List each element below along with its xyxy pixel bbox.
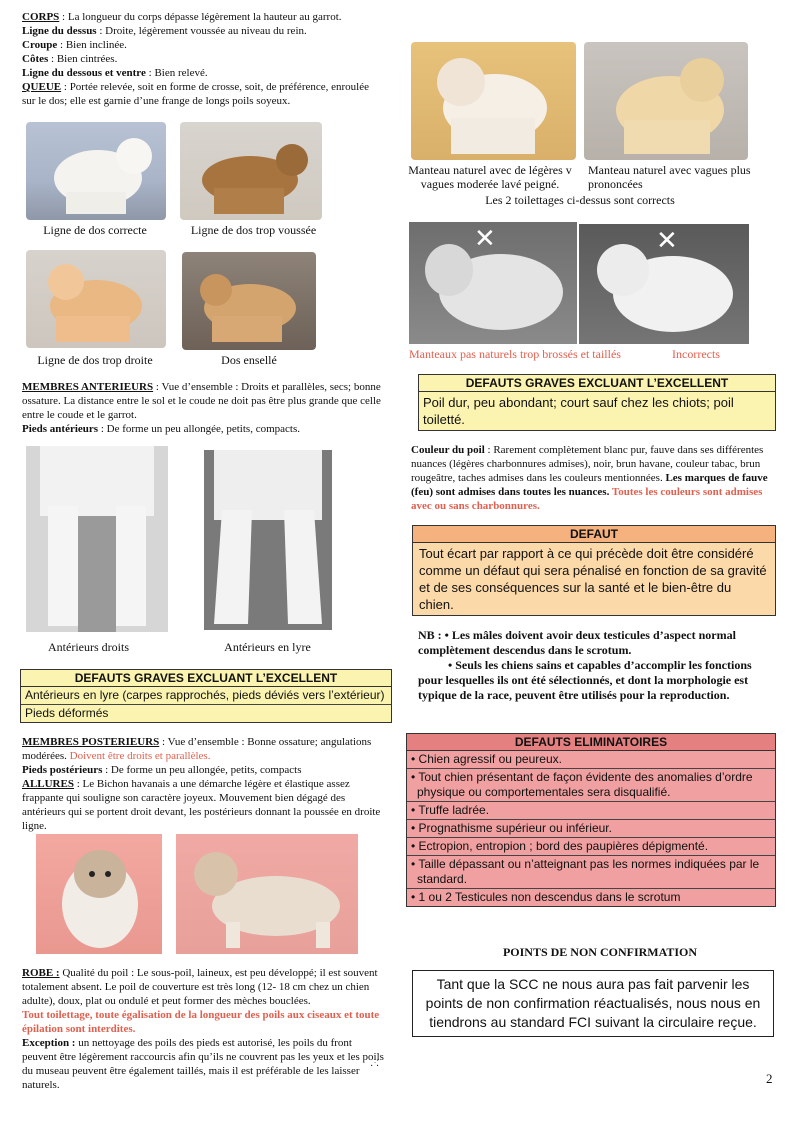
caption-dos-voussee: Ligne de dos trop voussée [190, 223, 317, 237]
couleur-bold: Les marques de fauve (feu) sont admises dans toutes les nuances. [411, 472, 768, 498]
defauts-graves-left-row: Pieds déformés [25, 706, 109, 720]
caption-dos-correcte: Ligne de dos correcte [43, 223, 147, 237]
corps-term: CORPS [22, 11, 60, 23]
photo-chien-face [36, 834, 162, 954]
caption-manteaux-pas-naturels: Manteaux pas naturels trop brossés et taillés [409, 347, 621, 361]
photo-dos-correcte [26, 122, 166, 220]
photo-manteau-naturel-1 [411, 42, 576, 160]
defauts-graves-right-title: DEFAUTS GRAVES EXCLUANT L’EXCELLENT [419, 375, 775, 392]
caption-anterieurs-lyre: Antérieurs en lyre [224, 640, 311, 654]
couleur-section [411, 443, 777, 513]
photo-chien-allure [176, 834, 358, 954]
couleur-red: Toutes les couleurs sont admises avec ou sans charbonnures. [411, 486, 763, 512]
robe-text: Qualité du poil : Le sous-poil, laineux, est peu développé; il est souvent totalement absent. Le poil de couverture est très long (12- 18 cm chez un chien adulte), doux, plat ou ondulé et peut former des mèches bouclées. [22, 967, 378, 1007]
eliminatoire-item: • Taille dépassant ou n’atteignant pas les normes indiquées par le standard. [407, 856, 775, 889]
cross-icon: ✕ [474, 224, 496, 254]
eliminatoire-item: • Tout chien présentant de façon évidente des anomalies d’ordre physique ou comportementales sera disqualifié. [407, 769, 775, 802]
defauts-graves-left-box [20, 669, 392, 723]
defauts-graves-right-text: Poil dur, peu abondant; court sauf chez les chiots; poil toiletté. [423, 395, 734, 427]
pieds-ant-text: : De forme un peu allongée, petits, compacts. [98, 423, 300, 435]
defauts-eliminatoires-title: DEFAUTS ELIMINATOIRES [407, 734, 775, 751]
ligne-dessous-term: Ligne du dessous et ventre [22, 67, 146, 79]
membres-post-text: : Vue d’ensemble : Bonne ossature; angulations modérées. [22, 736, 372, 762]
couleur-text: : Rarement complètement blanc pur, fauve dans ses différentes nuances (légères charbonnures admises), noir, brun havane, couleur tabac, brun rougeâtre, taches admises dans les couleurs mentionnées. [411, 444, 764, 484]
page-number: 2 [766, 1071, 773, 1086]
ligne-dessous-text: Bien relevé. [154, 67, 208, 79]
eliminatoire-item: • Ectropion, entropion ; bord des paupières dépigmenté. [407, 838, 775, 856]
nb-p2: • Seuls les chiens sains et capables d’accomplir les fonctions pour lesquelles ils ont été sélectionnés, et dont la morphologie est typique de la race, peuvent être utilisés pour la reproduction. [418, 658, 752, 702]
caption-toilettages-corrects: Les 2 toilettages ci-dessus sont corrects [485, 193, 675, 207]
non-confirmation-title: POINTS DE NON CONFIRMATION [502, 945, 698, 959]
eliminatoire-item: • Prognathisme supérieur ou inférieur. [407, 820, 775, 838]
non-confirmation-box: Tant que la SCC ne nous aura pas fait parvenir les points de non confirmation réactualisés, nous nous en tiendrons au standard FCI suivant la circulaire reçue. [412, 970, 774, 1037]
photo-anterieurs-lyre [204, 450, 332, 630]
croupe-text: Bien inclinée. [65, 39, 127, 51]
body-section: CORPS : La longueur du corps dépasse légèrement la hauteur au garrot. Ligne du dessus : Droite, légèrement voussée au niveau du rein. Croupe : Bien inclinée. Côtes : Bien cintrées. Ligne du dessous et ventre : Bien relevé. QUEUE : Portée relevée, soit en forme de crosse, soit, de préférence, enroulée sur le dos; elle est garnie d’une frange de longs poils soyeux. [22, 11, 369, 107]
couleur-term: Couleur du poil [411, 444, 485, 456]
nb-section [418, 628, 778, 703]
cotes-term: Côtes [22, 53, 49, 65]
defauts-graves-left-row: Antérieurs en lyre (carpes rapprochés, pieds déviés vers l’extérieur) [21, 687, 391, 705]
exception-text: un nettoyage des poils des pieds est autorisé, les poils du front peuvent être légèrement raccourcis afin qu’ils ne couvrent pas les yeux et les poils du museau peuvent être également taillés, mais il est préférable de les laisser naturels. [22, 1037, 384, 1091]
queue-text: Portée relevée, soit en forme de crosse, soit, de préférence, enroulée sur le dos; elle est garnie d’une frange de longs poils soyeux. [22, 81, 369, 107]
membres-anterieurs-section [22, 380, 387, 436]
membres-post-red: Doivent être droits et parallèles. [69, 750, 211, 762]
eliminatoire-item: • 1 ou 2 Testicules non descendus dans le scrotum [411, 890, 681, 904]
cross-icon: ✕ [656, 226, 678, 256]
ligne-dessus-term: Ligne du dessus [22, 25, 97, 37]
robe-term: ROBE : [22, 967, 60, 979]
caption-manteau-naturel-1: Manteau naturel avec de légères v vagues moderée lavé peigné. [408, 163, 572, 191]
photo-dos-voussee [180, 122, 322, 220]
defauts-eliminatoires-box [406, 733, 776, 907]
cotes-text: Bien cintrées. [56, 53, 118, 65]
membres-ant-text: : Vue d’ensemble : Droits et parallèles, secs; bonne ossature. La distance entre le sol et le coude ne doit pas être plus grande que celle entre le coude et le garrot. [22, 381, 381, 421]
caption-manteau-naturel-2: Manteau naturel avec vagues plus prononcées [588, 163, 751, 191]
defauts-graves-left-title: DEFAUTS GRAVES EXCLUANT L’EXCELLENT [21, 670, 391, 687]
allures-term: ALLURES [22, 778, 74, 790]
eliminatoire-item: • Truffe ladrée. [407, 802, 775, 820]
queue-term: QUEUE [22, 81, 62, 93]
membres-posterieurs-section [22, 735, 387, 833]
photo-anterieurs-droits [26, 446, 168, 632]
photo-dos-droite [26, 250, 166, 348]
defaut-text: Tout écart par rapport à ce qui précède doit être considéré comme un défaut qui sera pénalisé en fonction de sa gravité et de ses conséquences sur la santé et le bien-être du chien. [419, 546, 767, 612]
caption-dos-droite: Ligne de dos trop droite [37, 353, 153, 367]
pieds-post-text: : De forme un peu allongée, petits, compacts [102, 764, 302, 776]
nb-p1: NB : • Les mâles doivent avoir deux testicules d’aspect normal complètement descendus dans le scrotum. [418, 628, 736, 657]
caption-dos-ensselle: Dos ensellé [221, 353, 277, 367]
defaut-title: DEFAUT [413, 526, 775, 543]
pieds-ant-term: Pieds antérieurs [22, 423, 99, 435]
caption-incorrects: Incorrects [672, 347, 720, 361]
scan-dots: ·͘ ·́ [370, 1061, 380, 1072]
defauts-graves-right-box [418, 374, 776, 431]
photo-manteau-naturel-2 [584, 42, 748, 160]
exception-term: Exception : [22, 1037, 76, 1049]
croupe-term: Croupe [22, 39, 58, 51]
defaut-box [412, 525, 776, 616]
membres-post-term: MEMBRES POSTERIEURS [22, 736, 160, 748]
pieds-post-term: Pieds postérieurs [22, 764, 103, 776]
photo-dos-ensselle [182, 252, 316, 350]
eliminatoire-item: • Chien agressif ou peureux. [407, 751, 775, 769]
allures-text: : Le Bichon havanais a une démarche légère et élastique assez frappante qui souligne son caractère joyeux. Mouvement bien dégagé des antérieurs qui se portent droit devant, les postérieurs donnant la poussée en droite ligne. [22, 778, 381, 832]
ligne-dessus-text: Droite, légèrement voussée au niveau du rein. [105, 25, 307, 37]
caption-anterieurs-droits: Antérieurs droits [48, 640, 129, 654]
robe-section [22, 966, 387, 1092]
corps-text: La longueur du corps dépasse légèrement la hauteur au garrot. [67, 11, 342, 23]
robe-red: Tout toilettage, toute égalisation de la longueur des poils aux ciseaux et toute épilation sont interdites. [22, 1009, 380, 1035]
membres-ant-term: MEMBRES ANTERIEURS [22, 381, 154, 393]
